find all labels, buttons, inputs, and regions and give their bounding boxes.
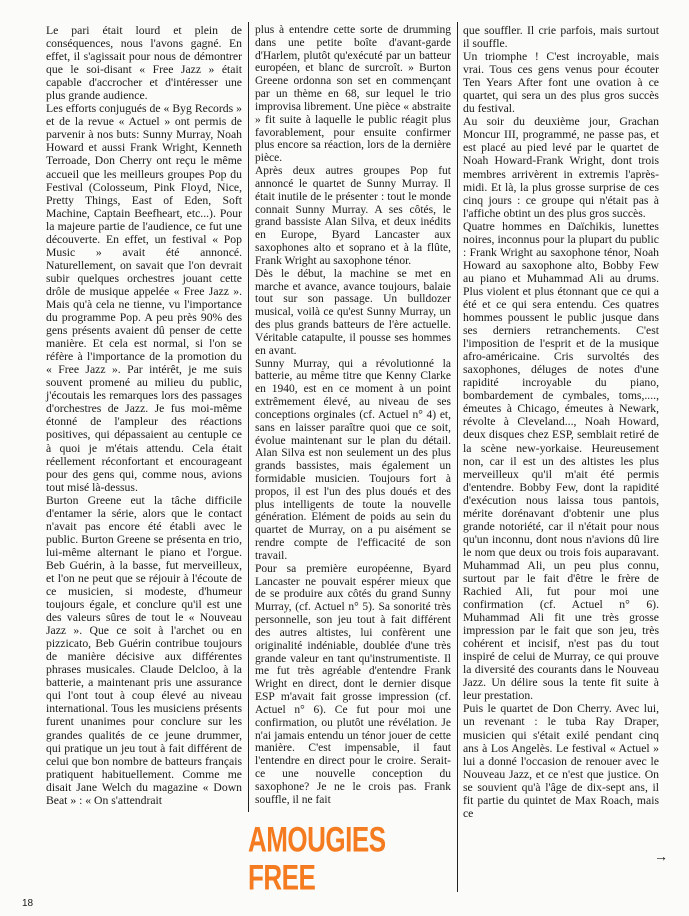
paragraph: plus à entendre cette sorte de drumming dans une petite boîte d'avant-garde d'Harlem, plutôt qu'exécuté par un batteur européen, et blanc de surcroît. » Burton Greene ordonna son set en commençant par un thème en 68, sur lequel le trio improvisa librement. Une pièce « abstraite » fit suite à laquelle le public réagit plus favorablement, pour ensuite confirmer plus encore sa réaction, lors de la dernière pièce.	[255, 24, 451, 165]
column-1	[46, 24, 242, 807]
column-rule-1	[248, 22, 249, 812]
column-rule-2	[457, 22, 458, 892]
paragraph: Les efforts conjugués de « Byg Records » et de la revue « Actuel » ont permis de parvenir à nos buts: Sunny Murray, Noah Howard et aussi Frank Wright, Kenneth Terroade, Don Cherry ont reçu le même accueil que les meilleurs groupes Pop du Festival (Colosseum, Pink Floyd, Nice, Pretty Things, East of Eden, Soft Machine, Captain Beefheart, etc...). Pour la majeure partie de l'audience, ce fut une découverte. En effet, un festival « Pop Music » avait été annoncé. Naturellement, on savait que l'on devrait subir quelques orchestres jouant cette drôle de musique appelée « Free Jazz ». Mais qu'à cela ne tienne, vu l'importance du programme Pop. A peu près 90% des gens présents avaient dû penser de cette manière. Et cela est normal, si l'on se réfère à l'importance de la promotion du « Free Jazz ». Par intérêt, je me suis souvent promené au milieu du public, j'écoutais les remarques lors des passages d'orchestres de Jazz. Je fus moi-même étonné de l'ampleur des réactions positives, qui dépassaient au centuple ce à quoi je m'étais attendu. Cela était réellement réconfortant et encourageant pour des gens qui, comme nous, avions tout misé là-dessus.	[46, 102, 242, 494]
paragraph: Après deux autres groupes Pop fut annoncé le quartet de Sunny Murray. Il était inutile de le présenter : tout le monde connait Sunny Murray. A ses côtés, le grand bassiste Alan Silva, et deux inédits en Europe, Byard Lancaster aux saxophones alto et soprano et à la flûte, Frank Wright au saxophone ténor.	[255, 165, 451, 267]
paragraph: Au soir du deuxième jour, Grachan Moncur III, programmé, ne passe pas, et est placé au pied levé par le quartet de Noah Howard-Frank Wright, dont trois membres arrivèrent in extremis l'après-midi. Et là, la plus grosse surprise de ces cinq jours : ce groupe qui n'était pas à l'affiche obtint un des plus gros succès.	[463, 115, 659, 220]
page-number: 18	[22, 898, 34, 909]
paragraph: Quatre hommes en Daïchikis, lunettes noires, inconnus pour la plupart du public : Frank Wright au saxophone ténor, Noah Howard au saxophone alto, Bobby Few au piano et Muhammad Ali au drums. Plus violent et plus étonnant que ce qui a été et ce qui sera entendu. Ces quatres hommes poussent le public jusque dans ses derniers retranchements. C'est l'imposition de l'esprit et de la musique afro-américaine. Cris survoltés des saxophones, déluges de notes d'une rapidité incroyable du piano, bombardement de cymbales, toms,...., émeutes à Chicago, émeutes à Newark, révolte à Cleveland..., Noah Howard, deux disques chez ESP, semblait retiré de la scène new-yorkaise. Heureusement non, car il est un des altistes les plus merveilleux qu'il m'ait été permis d'entendre. Bobby Few, dont la rapidité d'exécution nous laissa tous pantois, mérite dorénavant d'obtenir une plus grande notoriété, car il n'était pour nous qu'un inconnu, dont nous n'avions dû lire le nom que deux ou trois fois auparavant. Muhammad Ali, un peu plus connu, surtout par le fait d'être le frère de Rachied Ali, fut pour moi une confirmation (cf. Actuel n° 6). Muhammad Ali fit une très grosse impression par le fait que son jeu, très cohérent et incisif, n'est pas du tout inspiré de celui de Murray, ce qui prouve la diversité des courants dans le Nouveau Jazz. Un délire sous la tente fit suite à leur prestation.	[463, 219, 659, 703]
paragraph: Le pari était lourd et plein de conséquences, nous l'avons gagné. En effet, il s'agissait pour nous de démontrer que le soi-disant « Free Jazz » était capable d'accrocher et d'intéresser une plus grande audience.	[46, 24, 242, 103]
continue-arrow-icon: →	[654, 850, 668, 865]
article-title-block	[248, 819, 386, 902]
paragraph: Un triomphe ! C'est incroyable, mais vrai. Tous ces gens venus pour écouter Ten Years After font une ovation à ce quartet, qui sera un des plus gros succès du festival.	[463, 50, 659, 116]
paragraph: que souffler. Il crie parfois, mais surtout il souffle.	[463, 24, 659, 51]
paragraph: Sunny Murray, qui a révolutionné la batterie, au même titre que Kenny Clarke en 1940, est en ce moment à un point extrêmement élevé, au niveau de ses conceptions orginales (cf. Actuel n° 4) et, sans en laisser paraître quoi que ce soit, évolue maintenant sur le plan du détail. Alan Silva est non seulement un des plus grands bassistes, mais également un formidable musicien. Toujours fort à propos, il est l'un des plus doués et des plus intelligents de toute la nouvelle génération. Elément de poids au sein du quartet de Murray, on a pu aisément se rendre compte de l'efficacité de son travail.	[255, 357, 451, 562]
paragraph: Puis le quartet de Don Cherry. Avec lui, un revenant : le tuba Ray Draper, musicien qui s'était exilé pendant cinq ans à Los Angelès. Le festival « Actuel » lui a donné l'occasion de renouer avec le Nouveau Jazz, et ce n'est que justice. On se souvient qu'à l'âge de dix-sept ans, il fit partie du quintet de Max Roach, mais ce	[463, 702, 659, 820]
paragraph: Pour sa première européenne, Byard Lancaster ne pouvait espérer mieux que de se produire aux côtés du grand Sunny Murray, (cf. Actuel n° 5). Sa sonorité très personnelle, son jeu tout à fait différent des autres altistes, lui confèrent une originalité indéniable, doublée d'une très grande valeur en tant qu'instrumentiste. Il me fut très agréable d'entendre Frank Wright en direct, dont le dernier disque ESP m'avait fait grosse impression (cf. Actuel n° 6). Ce fut pour moi une confirmation, ou plutôt une révélation. Je n'ai jamais entendu un ténor jouer de cette manière. C'est impensable, il faut l'entendre en direct pour le croire. Serait-ce une nouvelle conception du saxophone? Je ne le crois pas. Frank souffle, il ne fait	[255, 562, 451, 806]
column-3	[463, 24, 659, 820]
article-title-line-2: FREE	[248, 857, 316, 898]
column-2	[255, 24, 451, 807]
paragraph: Burton Greene eut la tâche difficile d'entamer la série, alors que le contact n'avait pas encore été établi avec le public. Burton Greene se présenta en trio, lui-même alternant le piano et l'orgue. Beb Guérin, à la basse, fut merveilleux, et l'on ne peut que se réjouir à l'écoute de ce musicien, si modeste, d'humeur toujours égale, et conclure qu'il est une des valeurs sûres de tout le « Nouveau Jazz ». Que ce soit à l'archet ou en pizzicato, Beb Guérin contribue toujours de manière décisive aux différentes phrases musicales. Claude Delcloo, à la batterie, a maintenant pris une assurance qui l'ont tout à coup élevé au niveau international. Tous les musiciens présents furent unanimes pour conclure sur les grandes qualités de ce jeune drummer, qui pratique un jeu tout à fait différent de celui que bon nombre de batteurs français pratiquent habituellement. Comme me disait Jane Welch du magazine « Down Beat » : « On s'attendrait	[46, 493, 242, 807]
paragraph: Dès le début, la machine se met en marche et avance, avance toujours, balaie tout sur son passage. Un bulldozer musical, voilà ce qu'est Sunny Murray, un des plus grands batteurs de l'ère actuelle. Véritable catapulte, il pousse ses hommes en avant.	[255, 267, 451, 357]
article-title-line-1: AMOUGIES	[248, 819, 386, 860]
